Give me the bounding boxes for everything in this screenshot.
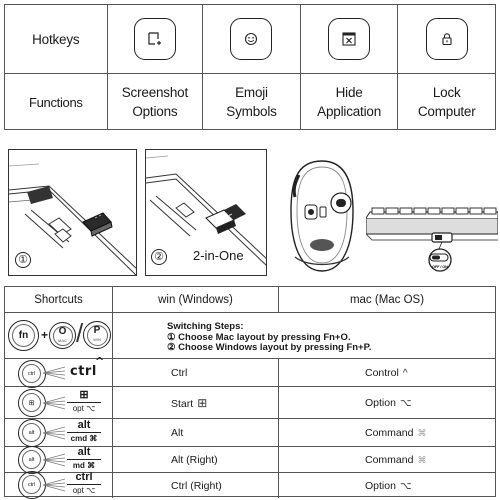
function-cell xyxy=(108,74,204,130)
lock-key xyxy=(426,18,468,60)
key-bottom-label: md ⌘ xyxy=(72,461,96,470)
function-line2: Computer xyxy=(417,104,476,119)
header-shortcuts: Shortcuts xyxy=(5,287,113,312)
screenshot-icon xyxy=(148,32,162,46)
header-windows: win (Windows) xyxy=(113,287,279,312)
mac-key-name: Option xyxy=(365,396,396,409)
plus-sign: + xyxy=(41,328,49,342)
key-label-stack xyxy=(67,447,101,470)
option-icon: ⌥ xyxy=(399,480,412,492)
key-label-stack xyxy=(67,390,101,413)
command-icon: ⌘ xyxy=(417,454,427,465)
option-icon: ⌥ xyxy=(399,397,412,409)
ring-key: ctrl xyxy=(18,360,46,388)
shortcut-key-cell xyxy=(5,355,113,386)
mac-key-name: Command xyxy=(365,426,414,439)
windows-cell xyxy=(113,473,279,498)
windows-key-name: Ctrl xyxy=(171,366,188,379)
ring-key: ctrl xyxy=(18,471,46,499)
key-label-stack xyxy=(67,420,101,443)
fan-lines-icon xyxy=(43,426,65,440)
hotkey-cell xyxy=(108,5,204,73)
hotkey-cell xyxy=(398,5,495,73)
mac-cell xyxy=(279,359,495,386)
windows-key-name: Ctrl (Right) xyxy=(171,479,222,492)
key-top-label: ctrl xyxy=(75,471,93,483)
mac-key-name: Command xyxy=(365,453,414,466)
o-key: O MAC xyxy=(49,322,76,349)
ring-key: ⊞ xyxy=(18,389,46,417)
mac-cell xyxy=(279,447,495,472)
fn-key-combo xyxy=(8,317,112,355)
windows-cell xyxy=(113,447,279,472)
fn-key-combo-cell xyxy=(5,313,113,358)
function-line1: Hide xyxy=(335,85,363,100)
switch-label: OFF / ON xyxy=(432,265,448,269)
shortcut-table-header xyxy=(5,287,495,313)
windows-cell xyxy=(113,359,279,386)
table-row xyxy=(5,419,495,447)
screenshot-key xyxy=(134,18,176,60)
function-line2: Application xyxy=(317,104,382,119)
function-line2: Symbols xyxy=(226,104,277,119)
mac-cell xyxy=(279,387,495,418)
table-row xyxy=(5,355,495,387)
windows-cell xyxy=(113,387,279,418)
fan-lines-icon xyxy=(43,396,65,410)
step-number-1: ① xyxy=(15,252,31,268)
hotkey-row xyxy=(5,5,495,74)
fn-key: fn xyxy=(8,320,39,351)
shortcut-key-cell xyxy=(5,387,113,418)
hotkey-cell xyxy=(203,5,301,73)
table-row xyxy=(5,387,495,419)
windows-logo-icon: ⊞ xyxy=(197,395,208,410)
windows-key-name: Start xyxy=(171,397,194,410)
function-row xyxy=(5,74,495,130)
windows-key-name: Alt xyxy=(171,426,184,439)
ring-key: alt xyxy=(18,419,46,447)
table-row xyxy=(5,447,495,473)
hotkey-table xyxy=(4,4,496,130)
function-line2: Options xyxy=(132,104,178,119)
function-cell xyxy=(301,74,399,130)
switching-steps-row xyxy=(5,313,495,359)
key-bottom-label: opt ⌥ xyxy=(72,404,96,413)
p-key: P WIN xyxy=(83,321,111,349)
command-icon: ⌘ xyxy=(417,427,427,438)
header-mac: mac (Mac OS) xyxy=(349,293,425,306)
mac-cell xyxy=(279,473,495,498)
key-top-label: alt xyxy=(77,419,91,431)
functions-label: Functions xyxy=(5,74,108,130)
fan-lines-icon xyxy=(43,366,65,380)
emoji-key xyxy=(230,18,272,60)
mac-cell xyxy=(279,419,495,446)
windows-cell xyxy=(113,419,279,446)
receiver-illustration-panel xyxy=(8,149,137,276)
key-superscript: ^ xyxy=(95,355,105,368)
key-top-label: ⊞ xyxy=(79,389,89,401)
step-2: ② Choose Windows layout by pressing Fn+P. xyxy=(167,342,372,353)
fan-lines-icon xyxy=(43,478,65,492)
function-cell xyxy=(398,74,495,130)
mouse-bottom-illustration xyxy=(285,157,360,275)
step-1: ① Choose Mac layout by pressing Fn+O. xyxy=(167,331,351,343)
key-label: ctrl xyxy=(70,364,97,379)
key-bottom-label: opt ⌥ xyxy=(72,486,96,495)
steps-title: Switching Steps: xyxy=(167,321,244,332)
function-line1: Screenshot xyxy=(121,85,189,100)
key-label-stack xyxy=(67,472,101,495)
keyboard-side-illustration xyxy=(366,196,498,274)
shortcut-table xyxy=(4,286,496,497)
table-row xyxy=(5,473,495,498)
slash-divider: / xyxy=(76,318,84,348)
function-line1: Lock xyxy=(432,85,461,100)
switching-steps-text xyxy=(113,313,495,358)
shortcut-key-cell xyxy=(5,473,113,498)
mac-key-name: Option xyxy=(365,479,396,492)
key-top-label: alt xyxy=(77,446,91,458)
hotkey-cell xyxy=(301,5,399,73)
dongle-illustration-panel xyxy=(145,149,267,276)
mac-key-name: Control xyxy=(365,366,399,379)
function-cell xyxy=(203,74,301,130)
hide-key xyxy=(328,18,370,60)
shortcut-key-cell xyxy=(5,419,113,446)
key-bottom-label: cmd ⌘ xyxy=(70,434,98,443)
hotkeys-label: Hotkeys xyxy=(5,5,108,73)
shortcut-key-cell xyxy=(5,447,113,472)
windows-key-name: Alt (Right) xyxy=(171,453,218,466)
panel-caption: 2-in-One xyxy=(193,248,244,263)
ring-key: alt xyxy=(18,446,46,474)
step-number-2: ② xyxy=(151,249,167,265)
fan-lines-icon xyxy=(43,453,65,467)
smiley-icon xyxy=(244,32,258,46)
hide-window-icon xyxy=(342,32,356,46)
lock-icon xyxy=(440,32,454,46)
control-icon: ^ xyxy=(402,367,408,379)
function-line1: Emoji xyxy=(235,85,268,100)
